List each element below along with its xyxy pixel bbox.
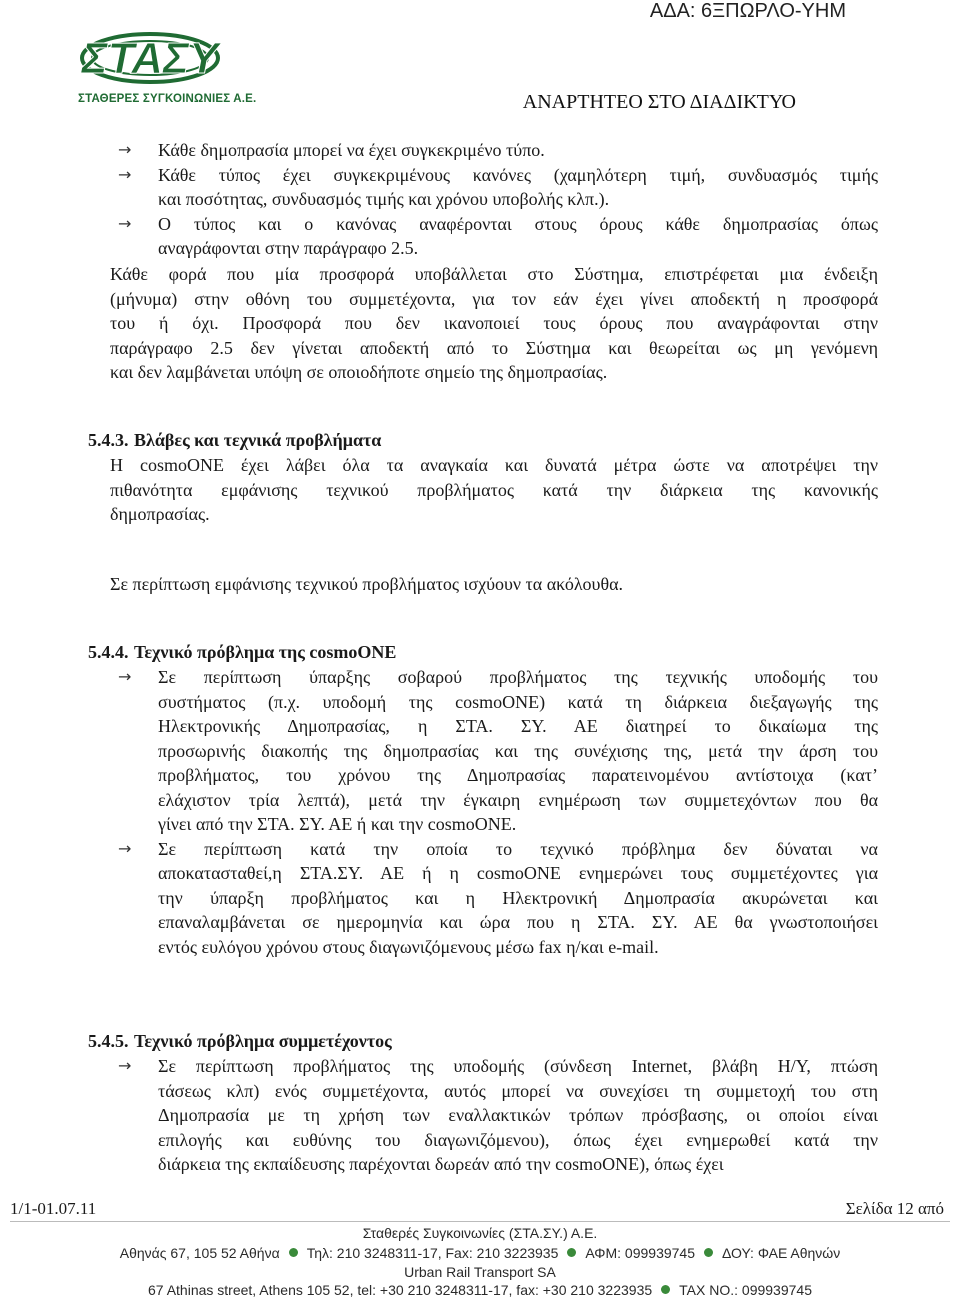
footer-divider <box>10 1221 950 1222</box>
arrow-bullet-icon: → <box>118 1056 132 1075</box>
ada-code: ΑΔΑ: 6ΞΠΩΡΛΟ-ΥΗΜ <box>649 0 846 22</box>
text-line: αποκατασταθεί,η ΣΤΑ.ΣΥ. ΑΕ ή η cosmoONE ενημερώνει τους συμμετέχοντες για <box>158 863 878 883</box>
text-line: γίνει από την ΣΤΑ. ΣΥ. ΑΕ ή και την cosmoONE. <box>158 814 517 834</box>
arrow-bullet-icon: → <box>118 164 132 184</box>
footer-address-gr: Αθηνάς 67, 105 52 Αθήνα <box>119 1245 280 1261</box>
logo-wordmark: ΣΤΑΣΥ <box>81 34 219 83</box>
text-line: επαναλαμβάνεται σε ημερομηνία και ώρα που η ΣΤΑ. ΣΥ. ΑΕ θα γνωστοποιήσει <box>158 912 878 932</box>
section-543-paragraph <box>110 453 878 527</box>
text-line: συστήματος (π.χ. υποδομή της cosmoONE) κατά τη διάρκεια διεξαγωγής της <box>158 691 878 712</box>
bullet-item <box>118 1054 878 1177</box>
text-line: Ο τύπος και ο κανόνας αναφέρονται στους όρους κάθε δημοπρασίας όπως <box>158 213 878 234</box>
footer-phone-gr: Τηλ: 210 3248311-17, Fax: 210 3223935 <box>306 1245 559 1261</box>
post-label: ΑΝΑΡΤΗΤΕΟ ΣΤΟ ΔΙΑΔΙΚΤΥΟ <box>522 91 796 113</box>
offer-paragraph <box>110 262 878 385</box>
arrow-bullet-icon: → <box>118 140 132 159</box>
text-line: Σε περίπτωση ύπαρξης σοβαρού προβλήματος της τεχνικής υποδομής του <box>158 667 878 687</box>
arrow-bullet-icon: → <box>118 838 132 858</box>
footer-company-gr: Σταθερές Συγκοινωνίες (ΣΤΑ.ΣΥ.) Α.Ε. <box>362 1225 598 1241</box>
section-545-heading <box>88 1029 392 1054</box>
text-line: ελάχιστον τρία λεπτά), μετά την έγκαιρη ενημέρωση των συμμετεχόντων που θα <box>158 789 878 810</box>
footer-doy-gr: ΔΟΥ: ΦΑΕ Αθηνών <box>722 1245 841 1261</box>
text-line: προβλήματος, του χρόνου της Δημοπρασίας παρατεινομένου αντίστοιχα (κατ’ <box>158 765 878 785</box>
text-line: επιλογής και ευθύνης του διαγωνιζόμενου), όπως έχει ενημερωθεί κατά την <box>158 1129 878 1150</box>
text-line: του ή όχι. Προσφορά που δεν ικανοποιεί τους όρους που αναγράφονται στην <box>110 313 878 333</box>
text-line: Δημοπρασία με τη χρήση των εναλλακτικών τρόπων πρόσβασης, οι οποίοι είναι <box>158 1105 878 1125</box>
section-544-bullet-list <box>118 665 878 959</box>
section-543-number: 5.4.3. <box>88 430 129 450</box>
text-line: πιθανότητα εμφάνισης τεχνικού προβλήματος κατά την διάρκεια της κανονικής <box>110 479 878 500</box>
text-line: Κάθε τύπος έχει συγκεκριμένους κανόνες (χαμηλότερη τιμή, συνδυασμός τιμής <box>158 164 878 185</box>
text-line: την ύπαρξη προβλήματος και η Ηλεκτρονική Δημοπρασία ακυρώνεται και <box>158 887 878 908</box>
footer-tax-en: TAX NO.: 099939745 <box>679 1282 812 1298</box>
section-543-heading <box>88 428 381 453</box>
bullet-item <box>118 138 878 163</box>
text-line: Κάθε δημοπρασία μπορεί να έχει συγκεκριμένο τύπο. <box>158 140 545 160</box>
section-544-heading <box>88 640 396 665</box>
footer-address-en: 67 Athinas street, Athens 105 52, tel: +30 210 3248311-17, fax: +30 210 3223935 <box>148 1282 653 1298</box>
footer-contact-gr <box>0 1245 960 1261</box>
arrow-bullet-icon: → <box>118 667 132 686</box>
text-line: δημοπρασίας. <box>110 504 210 524</box>
text-line: Κάθε φορά που μία προσφορά υποβάλλεται στο Σύστημα, επιστρέφεται μια ένδειξη <box>110 264 878 284</box>
text-line: και δεν λαμβάνεται υπόψη σε οποιοδήποτε σημείο της δημοπρασίας. <box>110 362 608 382</box>
section-545-bullet-list <box>118 1054 878 1177</box>
text-line: διάρκεια της εκπαίδευσης παρέχονται δωρεάν από την cosmoONE), όπως έχει <box>158 1154 724 1174</box>
section-543-note: Σε περίπτωση εμφάνισης τεχνικού προβλήματος ισχύουν τα ακόλουθα. <box>110 574 624 594</box>
section-545-number: 5.4.5. <box>88 1031 129 1051</box>
bullet-item <box>118 163 878 212</box>
text-line: προσωρινής διακοπής της δημοπρασίας και της συνέχισης της, μετά την άρση του <box>158 740 878 761</box>
text-line: και ποσότητας, συνδυασμός τιμής και χρόνου υποβολής κλπ.). <box>158 189 610 209</box>
bullet-item <box>118 665 878 837</box>
text-line: Η cosmoONE έχει λάβει όλα τα αναγκαία και δυνατά μέτρα ώστε να αποτρέψει την <box>110 455 878 475</box>
text-line: εντός ευλόγου χρόνου στους διαγωνιζόμενους μέσω fax η/και e-mail. <box>158 936 659 957</box>
doc-code: 1/1-01.07.11 <box>10 1199 97 1218</box>
text-line: αναγράφονται στην παράγραφο 2.5. <box>158 238 419 258</box>
top-bullet-list <box>118 138 878 261</box>
footer-company-en: Urban Rail Transport SA <box>404 1264 556 1280</box>
bullet-item <box>118 212 878 261</box>
section-544-number: 5.4.4. <box>88 642 129 662</box>
separator-dot-icon <box>567 1248 576 1257</box>
arrow-bullet-icon: → <box>118 213 132 233</box>
text-line: τάσεως κλπ) ενός συμμετέχοντα, αυτός μπορεί να συνεχίσει τη συμμετοχή του στη <box>158 1080 878 1101</box>
footer-contact-en <box>0 1282 960 1298</box>
section-544-title: Τεχνικό πρόβλημα της cosmoONE <box>134 642 397 662</box>
page-number: Σελίδα 12 από <box>845 1199 944 1218</box>
text-line: παράγραφο 2.5 δεν γίνεται αποδεκτή από το Σύστημα και θεωρείται ως μη γενόμενη <box>110 337 878 358</box>
separator-dot-icon <box>289 1248 298 1257</box>
section-545-title: Τεχνικό πρόβλημα συμμετέχοντος <box>134 1031 392 1051</box>
bullet-item <box>118 837 878 960</box>
section-543-title: Βλάβες και τεχνικά προβλήματα <box>134 430 382 450</box>
footer-afm-gr: ΑΦΜ: 099939745 <box>585 1245 695 1261</box>
text-line: Σε περίπτωση κατά την οποία το τεχνικό πρόβλημα δεν δύναται να <box>158 838 878 859</box>
text-line: Σε περίπτωση προβλήματος της υποδομής (σύνδεση Internet, βλάβη Η/Υ, πτώση <box>158 1056 878 1076</box>
logo-subtitle: ΣΤΑΘΕΡΕΣ ΣΥΓΚΟΙΝΩΝΙΕΣ Α.Ε. <box>78 93 257 105</box>
text-line: Ηλεκτρονικής Δημοπρασίας, η ΣΤΑ. ΣΥ. ΑΕ διατηρεί το δικαίωμα της <box>158 716 878 736</box>
separator-dot-icon <box>704 1248 713 1257</box>
text-line: (μήνυμα) στην οθόνη του συμμετέχοντα, για τον εάν έχει γίνει αποδεκτή η προσφορά <box>110 288 878 309</box>
separator-dot-icon <box>661 1285 670 1294</box>
